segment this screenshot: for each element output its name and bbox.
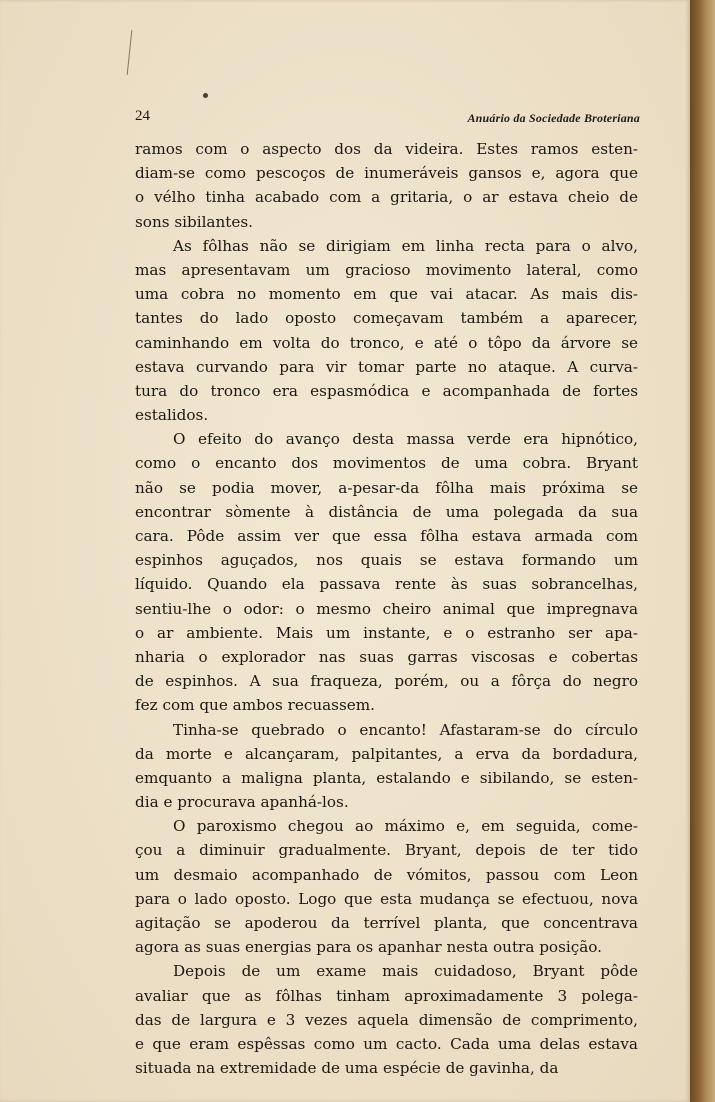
page-edge [690,0,715,1102]
text-line: um desmaio acompanhado de vómitos, passou com Leon [135,865,638,884]
text-line: fez com que ambos recuassem. [135,696,375,715]
text-line: tura do tronco era espasmódica e acompanhada de fortes [135,381,638,400]
text-line: Depois de um exame mais cuidadoso, Bryant pôde [173,962,638,981]
text-line: Tinha-se quebrado o encanto! Afastaram-se do círculo [173,720,638,739]
text-line: dia e procurava apanhá-los. [135,793,349,812]
running-head: Anuário da Sociedade Broteriana [467,111,640,125]
ink-dot [203,93,208,98]
text-line: das de largura e 3 vezes aquela dimensão de comprimento, [135,1010,638,1029]
text-line: nharia o explorador nas suas garras viscosas e cobertas [135,647,638,666]
page-number: 24 [135,108,150,124]
text-line: As fôlhas não se dirigiam em linha recta para o alvo, [173,236,638,255]
text-line: e que eram espêssas como um cacto. Cada uma delas estava [135,1034,638,1053]
text-line: uma cobra no momento em que vai atacar. As mais dis- [135,285,638,304]
text-line: o vélho tinha acabado com a gritaria, o ar estava cheio de [135,188,638,207]
paragraph [135,234,638,428]
paragraph [135,427,638,717]
text-line: da morte e alcançaram, palpitantes, a erva da bordadura, [135,744,638,763]
text-line: como o encanto dos movimentos de uma cobra. Bryant [135,454,638,473]
text-line: não se podia mover, a-pesar-da fôlha mais próxima se [135,478,638,497]
paragraph [135,814,638,959]
text-line: agitação se apoderou da terrível planta, que concentrava [135,914,638,932]
text-line: ramos com o aspecto dos da videira. Estes ramos esten- [135,140,638,158]
text-line: agora as suas energias para os apanhar nesta outra posição. [135,938,602,957]
text-line: de espinhos. A sua fraqueza, porém, ou a fôrça do negro [135,672,638,691]
page-header [135,108,640,130]
text-line: estalidos. [135,406,209,425]
text-line: líquido. Quando ela passava rente às suas sobrancelhas, [135,575,638,594]
text-line: encontrar sòmente à distância de uma polegada da sua [135,502,638,521]
text-line: diam-se como pescoços de inumeráveis gansos e, agora que [135,164,638,183]
text-line: tantes do lado oposto começavam também a aparecer, [135,309,638,328]
text-line: o ar ambiente. Mais um instante, e o estranho ser apa- [135,623,638,642]
text-line: O efeito do avanço desta massa verde era hipnótico, [173,430,638,449]
text-line: mas apresentavam um gracioso movimento lateral, como [135,260,638,279]
text-line: sons sibilantes. [135,212,253,231]
body-text [135,137,638,1080]
text-line: sentiu-lhe o odor: o mesmo cheiro animal que impregnava [135,599,638,618]
text-line: estava curvando para vir tomar parte no ataque. A curva- [135,357,638,376]
text-line: situada na extremidade de uma espécie de gavinha, da [135,1059,559,1078]
text-line: caminhando em volta do tronco, e até o tôpo da árvore se [135,333,638,352]
text-line: emquanto a maligna planta, estalando e sibilando, se esten- [135,768,638,787]
text-line: çou a diminuir gradualmente. Bryant, depois de ter tido [135,841,638,860]
paragraph [135,137,638,234]
text-line: para o lado oposto. Logo que esta mudança se efectuou, nova [135,889,638,908]
text-line: O paroxismo chegou ao máximo e, em seguida, come- [173,817,638,836]
text-line: espinhos aguçados, nos quais se estava formando um [135,551,638,570]
text-line: cara. Pôde assim ver que essa fôlha estava armada com [135,527,638,545]
paragraph [135,959,638,1080]
paragraph [135,718,638,815]
text-line: avaliar que as fôlhas tinham aproximadamente 3 polega- [135,986,638,1005]
